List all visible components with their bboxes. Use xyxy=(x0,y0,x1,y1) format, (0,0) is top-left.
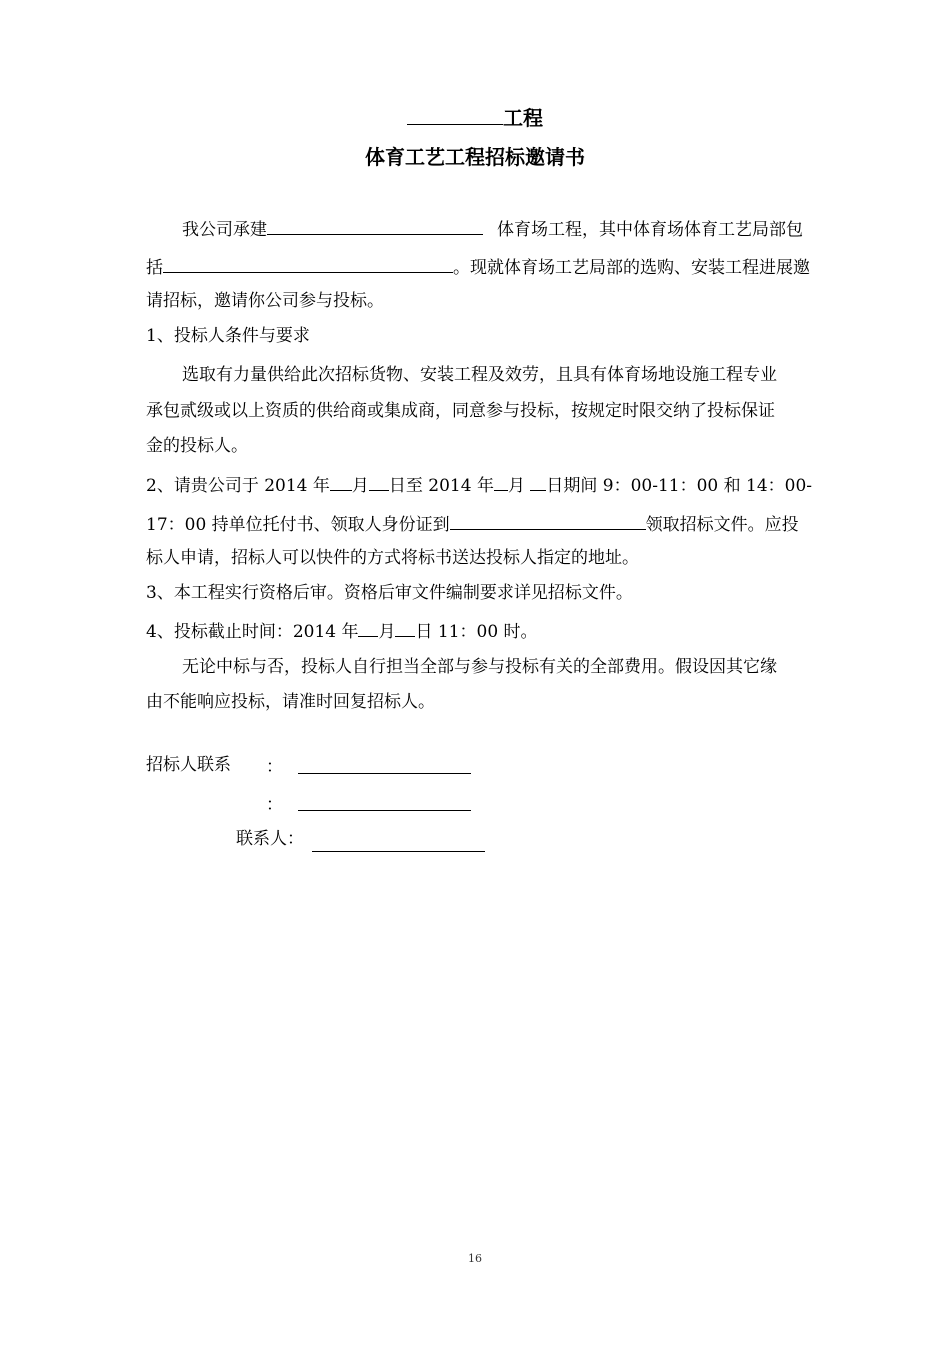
paragraph-2-line-2: 承包贰级或以上资质的供给商或集成商，同意参与投标，按规定时限交纳了投标保证 xyxy=(146,401,775,421)
month-blank-1 xyxy=(330,470,352,491)
section-2-line-2 xyxy=(146,509,856,538)
contact-label: 招标人联系 xyxy=(146,755,231,775)
s4-text-c: 日 11：00 时。 xyxy=(415,622,538,642)
section-4 xyxy=(146,616,856,645)
page-number: 16 xyxy=(468,1252,482,1265)
p1-text-c: 括 xyxy=(146,258,163,278)
day-blank-3 xyxy=(395,616,415,637)
p1-text-d: 。现就体育场工艺局部的选购、安装工程进展邀 xyxy=(453,258,810,278)
s2-text-d: 月 xyxy=(507,476,531,496)
p1-text-a: 我公司承建 xyxy=(182,220,267,240)
project-title-line xyxy=(0,104,950,132)
paragraph-1-line-3: 请招标，邀请你公司参与投标。 xyxy=(146,291,384,311)
section-2-line-3: 标人申请，招标人可以快件的方式将标书送达投标人指定的地址。 xyxy=(146,548,639,568)
day-blank-2 xyxy=(530,470,546,491)
project-name-blank xyxy=(407,104,503,125)
paragraph-1-line-1 xyxy=(182,214,856,243)
s2-text-f: 17：00 持单位托付书、领取人身份证到 xyxy=(146,515,450,535)
paragraph-2-line-1: 选取有力量供给此次招标货物、安装工程及效劳，且具有体育场地设施工程专业 xyxy=(182,365,777,385)
paragraph-1-line-2 xyxy=(146,252,856,281)
month-blank-3 xyxy=(358,616,378,637)
document-title: 体育工艺工程招标邀请书 xyxy=(365,145,585,169)
month-blank-2 xyxy=(494,470,508,491)
s4-text-b: 月 xyxy=(378,622,396,642)
contact-person-blank xyxy=(312,851,485,852)
section-2-line-1 xyxy=(146,470,856,499)
location-blank xyxy=(450,509,646,530)
section-1-heading: 1、投标人条件与要求 xyxy=(146,326,310,346)
section-3: 3、本工程实行资格后审。资格后审文件编制要求详见招标文件。 xyxy=(146,583,633,603)
paragraph-3-line-2: 由不能响应投标，请准时回复招标人。 xyxy=(146,692,435,712)
p1-text-b: 体育场工程，其中体育场体育工艺局部包 xyxy=(497,220,803,240)
s2-text-b: 月 xyxy=(351,476,369,496)
s2-text-a: 2、请贵公司于 2014 年 xyxy=(146,476,330,496)
s4-text-a: 4、投标截止时间：2014 年 xyxy=(146,622,359,642)
contact-person-label: 联系人： xyxy=(236,829,304,849)
s2-text-e: 日期间 9：00-11：00 和 14：00- xyxy=(546,476,813,496)
paragraph-2-line-3: 金的投标人。 xyxy=(146,436,248,456)
day-blank-1 xyxy=(369,470,389,491)
s2-text-g: 领取招标文件。应投 xyxy=(645,515,799,535)
contact-colon-2: ： xyxy=(266,795,283,815)
contact-colon-1: ： xyxy=(266,757,283,777)
scope-blank xyxy=(163,252,453,273)
project-blank xyxy=(267,214,483,235)
project-title-suffix: 工程 xyxy=(503,106,543,130)
paragraph-3-line-1: 无论中标与否，投标人自行担当全部与参与投标有关的全部费用。假设因其它缘 xyxy=(182,657,777,677)
s2-text-c: 日至 2014 年 xyxy=(388,476,494,496)
contact-blank-2 xyxy=(298,810,471,811)
contact-blank-1 xyxy=(298,773,471,774)
